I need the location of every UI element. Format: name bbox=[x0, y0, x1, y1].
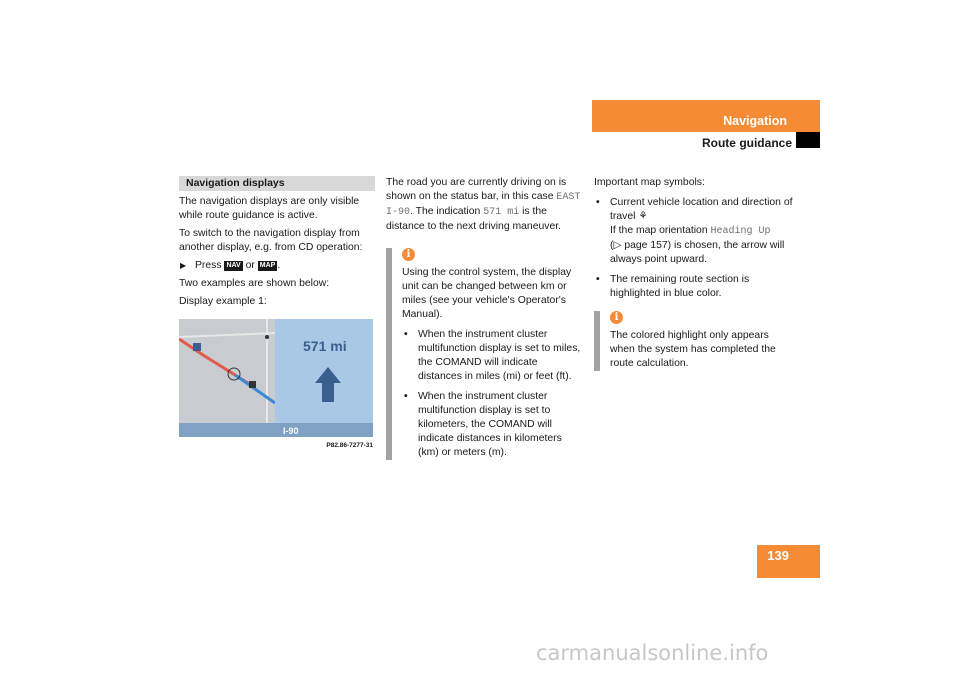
map-key-icon: MAP bbox=[259, 262, 276, 269]
orientation-code: Heading Up bbox=[710, 226, 771, 237]
section-title: Navigation bbox=[723, 114, 787, 128]
vehicle-location-icon: ⚘ bbox=[638, 211, 648, 222]
display-example-image bbox=[179, 319, 373, 437]
bullet-icon: • bbox=[596, 274, 600, 285]
info-icon: i bbox=[402, 248, 415, 261]
instruction-step bbox=[179, 259, 375, 273]
column-3 bbox=[594, 176, 794, 371]
header-band bbox=[592, 100, 820, 132]
list-item: • When the instrument cluster multifunction display is set to miles, the COMAND will indicate distances in miles (mi) or feet (ft). bbox=[404, 329, 581, 382]
step-text: or bbox=[245, 260, 255, 271]
bullet-icon: • bbox=[404, 391, 408, 402]
list-item: • The remaining route section is highlighted in blue color. bbox=[596, 274, 750, 299]
status-bar bbox=[179, 423, 373, 437]
paragraph: The road you are currently driving on is shown on the status bar, in this case EAST I-90. The indication 571 mi is the distance to the next driving maneuver. bbox=[386, 177, 581, 232]
distance-readout: 571 mi bbox=[303, 338, 347, 354]
step-text: . bbox=[277, 260, 281, 271]
watermark: carmanualsonline.info bbox=[536, 641, 769, 665]
paragraph: Two examples are shown below: bbox=[179, 278, 330, 289]
info-text: Using the control system, the display unit can be changed between km or miles (see your vehicle's Operator's Manual). bbox=[402, 267, 572, 320]
info-icon: i bbox=[610, 311, 623, 324]
info-box bbox=[386, 248, 582, 460]
paragraph: Display example 1: bbox=[179, 296, 267, 307]
nav-key-icon: NAV bbox=[226, 262, 241, 269]
paragraph: To switch to the navigation display from another display, e.g. from CD operation: bbox=[179, 228, 363, 253]
figure-caption: P82.86-7277-31 bbox=[326, 442, 373, 449]
paragraph: Important map symbols: bbox=[594, 177, 705, 188]
map-graphic bbox=[179, 319, 275, 423]
column-1 bbox=[179, 176, 375, 453]
bullet-icon: • bbox=[596, 197, 600, 208]
step-arrow-icon: ▶ bbox=[180, 261, 187, 270]
bullet-icon: • bbox=[404, 329, 408, 340]
info-text: The colored highlight only appears when the system has completed the route calculation. bbox=[610, 330, 776, 369]
column-2 bbox=[386, 176, 582, 460]
up-arrow-shaft bbox=[322, 382, 334, 402]
status-road-name: I-90 bbox=[283, 426, 299, 436]
page-number-box bbox=[757, 545, 820, 578]
header-marker bbox=[796, 132, 820, 148]
up-arrow-icon bbox=[315, 367, 341, 383]
distance-code: 571 mi bbox=[483, 207, 520, 218]
list-item: • Current vehicle location and direction of travel ⚘ If the map orientation Heading Up (▷ page 157) is chosen, the arrow will always point upward. bbox=[596, 197, 793, 265]
navigation-displays-heading: Navigation displays bbox=[179, 176, 375, 191]
info-box bbox=[594, 311, 794, 371]
step-text: Press bbox=[195, 260, 222, 271]
list-item: • When the instrument cluster multifunction display is set to kilometers, the COMAND will indicate distances in kilometers (km) or meters (m). bbox=[404, 391, 562, 458]
road-code: EAST I-90 bbox=[386, 192, 581, 218]
paragraph: The navigation displays are only visible while route guidance is active. bbox=[179, 196, 360, 221]
page-number: 139 bbox=[767, 548, 789, 563]
subsection-title: Route guidance bbox=[701, 136, 792, 150]
